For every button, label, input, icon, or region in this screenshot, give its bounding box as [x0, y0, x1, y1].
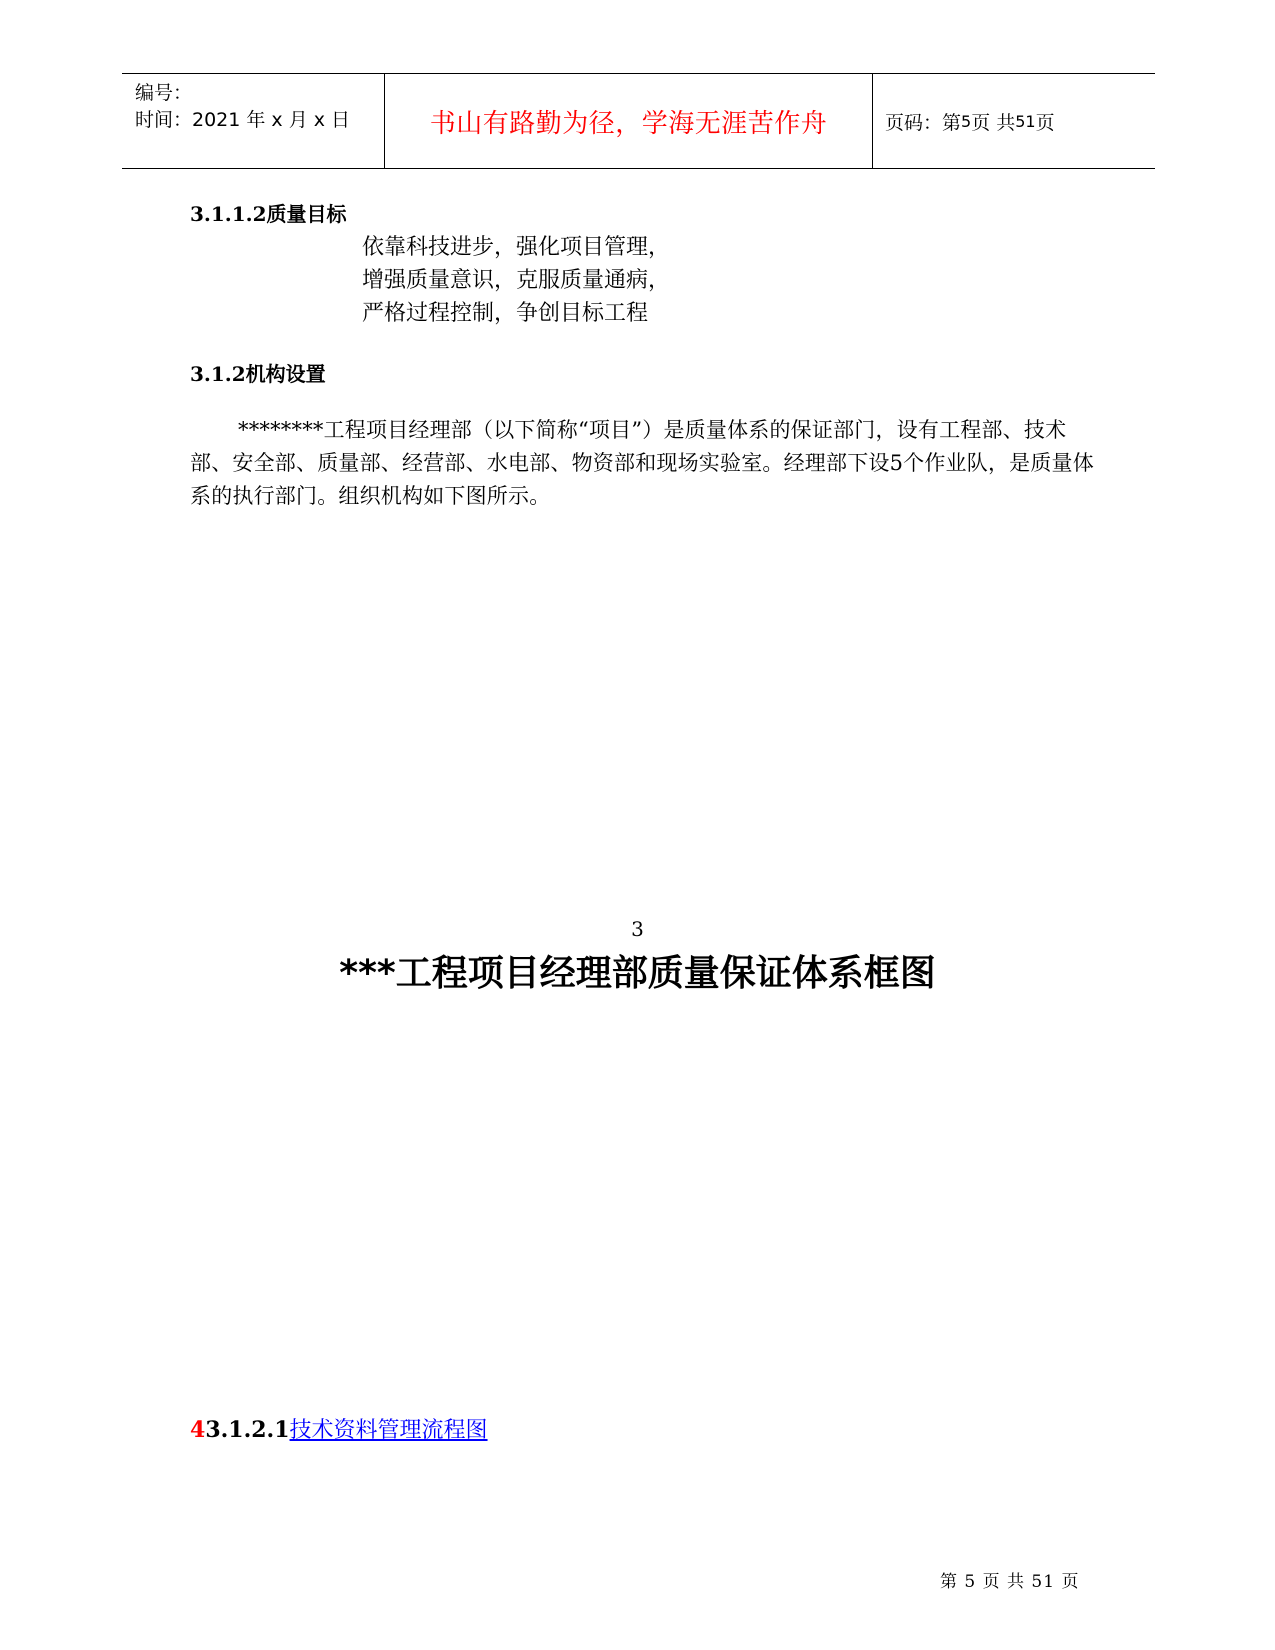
page-suffix: 页 — [1035, 111, 1055, 134]
flow-chart-link[interactable]: 技术资料管理流程图 — [289, 1418, 488, 1443]
motto-text: 书山有路勤为径，学海无涯苦作舟 — [429, 108, 828, 139]
page-mid: 页 共 — [971, 111, 1016, 134]
header-page-cell — [873, 74, 1155, 168]
header-left-cell — [122, 74, 385, 168]
page-prefix: 页码：第 — [885, 111, 962, 134]
quality-goal-line: 依靠科技进步，强化项目管理， — [362, 235, 671, 260]
figure-title: ***工程项目经理部质量保证体系框图 — [339, 953, 936, 994]
header-motto-cell — [385, 74, 873, 168]
quality-goal-heading: 3.1.1.2质量目标 — [190, 202, 347, 226]
flow-red-number: 4 — [190, 1417, 206, 1443]
page-footer: 第 5 页 共 51 页 — [940, 1572, 1080, 1592]
flow-section-heading — [190, 1413, 488, 1444]
figure-number: 3 — [631, 917, 644, 941]
flow-number: 3.1.2.1 — [205, 1417, 290, 1443]
page-total: 51 — [1015, 111, 1036, 131]
quality-goal-line: 增强质量意识，克服质量通病， — [362, 268, 671, 293]
serial-label: 编号： — [135, 82, 193, 104]
date-label: 时间：2021 年 x 月 x 日 — [135, 109, 351, 131]
org-setup-heading: 3.1.2机构设置 — [190, 362, 326, 386]
page-header — [122, 73, 1155, 169]
org-setup-paragraph: ********工程项目经理部（以下简称“项目”）是质量体系的保证部门，设有工程部、技术部、安全部、质量部、经营部、水电部、物资部和现场实验室。经理部下设5个作业队，是质量体系的执行部门。组织机构如下图所示。 — [190, 418, 1094, 508]
page-current: 5 — [961, 111, 972, 131]
quality-goal-line: 严格过程控制，争创目标工程 — [362, 301, 649, 326]
